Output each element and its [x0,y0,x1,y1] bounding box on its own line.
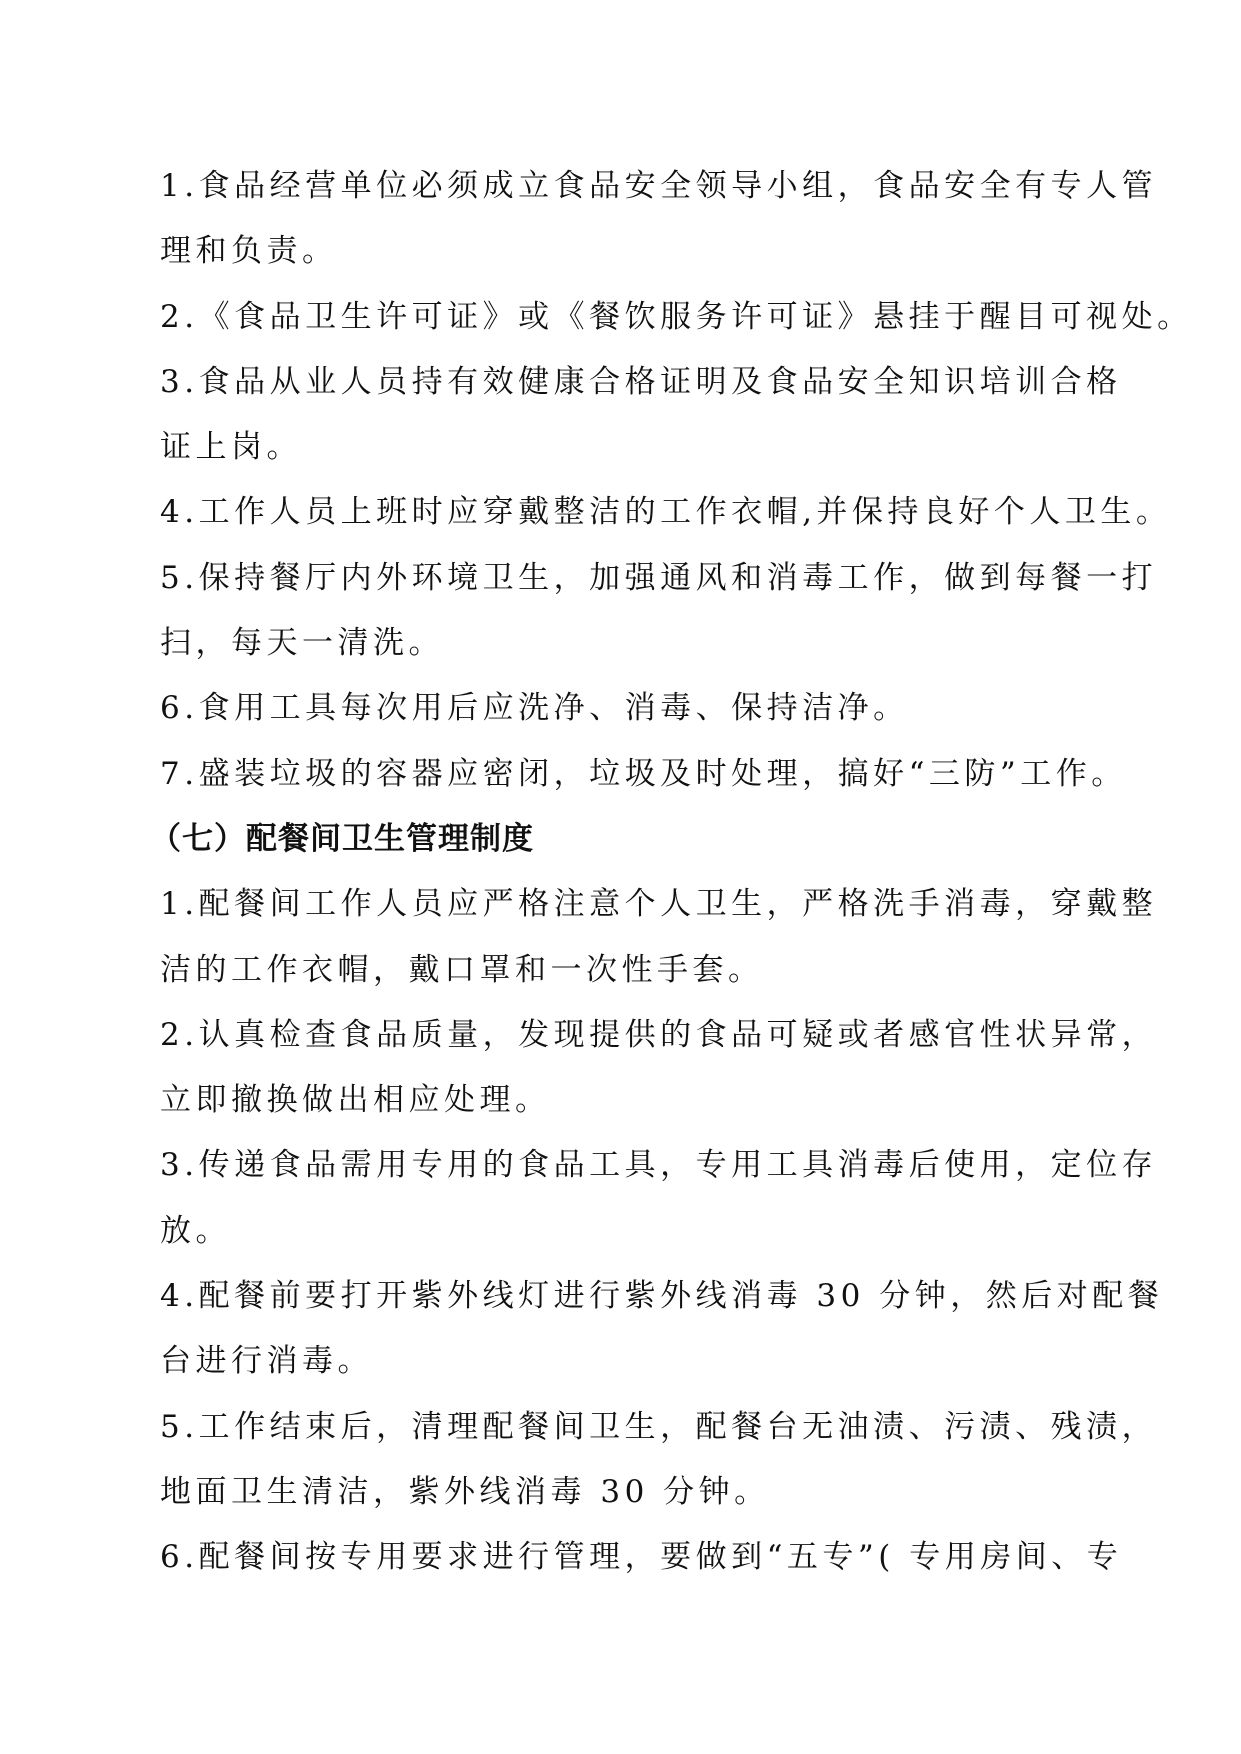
paragraph-line: 证上岗。 [160,429,302,466]
paragraph-line: 6.配餐间按专用要求进行管理，要做到“五专”( 专用房间、专 [160,1539,1123,1576]
paragraph-line: 理和负责。 [160,233,338,270]
paragraph-line: 3.食品从业人员持有效健康合格证明及食品安全知识培训合格 [160,363,1122,400]
paragraph-line: 7.盛装垃圾的容器应密闭，垃圾及时处理，搞好“三防”工作。 [160,755,1127,792]
paragraph-line: 6.食用工具每次用后应洗净、消毒、保持洁净。 [160,690,909,727]
section-heading: （七）配餐间卫生管理制度 [150,820,534,857]
paragraph-line: 5.保持餐厅内外环境卫生，加强通风和消毒工作，做到每餐一打 [160,559,1158,596]
paragraph-line: 4.配餐前要打开紫外线灯进行紫外线消毒 30 分钟，然后对配餐 [160,1278,1164,1315]
paragraph-line: 扫，每天一清洗。 [160,625,444,662]
paragraph-line: 地面卫生清洁，紫外线消毒 30 分钟。 [160,1473,770,1510]
paragraph-line: 1.食品经营单位必须成立食品安全领导小组，食品安全有专人管 [160,168,1158,204]
paragraph-line: 台进行消毒。 [160,1343,373,1380]
paragraph-line: 立即撤换做出相应处理。 [160,1082,551,1119]
document-body [150,154,1193,1591]
paragraph-line: 1.配餐间工作人员应严格注意个人卫生，严格洗手消毒，穿戴整 [160,886,1158,923]
paragraph-line: 2.《食品卫生许可证》或《餐饮服务许可证》悬挂于醒目可视处。 [160,298,1193,335]
paragraph-line: 放。 [160,1212,231,1249]
paragraph-line: 2.认真检查食品质量，发现提供的食品可疑或者感官性状异常， [160,1016,1158,1053]
paragraph-line: 3.传递食品需用专用的食品工具，专用工具消毒后使用，定位存 [160,1147,1158,1184]
paragraph-line: 5.工作结束后，清理配餐间卫生，配餐台无油渍、污渍、残渍， [160,1408,1158,1445]
paragraph-line: 洁的工作衣帽，戴口罩和一次性手套。 [160,951,764,988]
paragraph-line: 4.工作人员上班时应穿戴整洁的工作衣帽,并保持良好个人卫生。 [160,494,1172,531]
